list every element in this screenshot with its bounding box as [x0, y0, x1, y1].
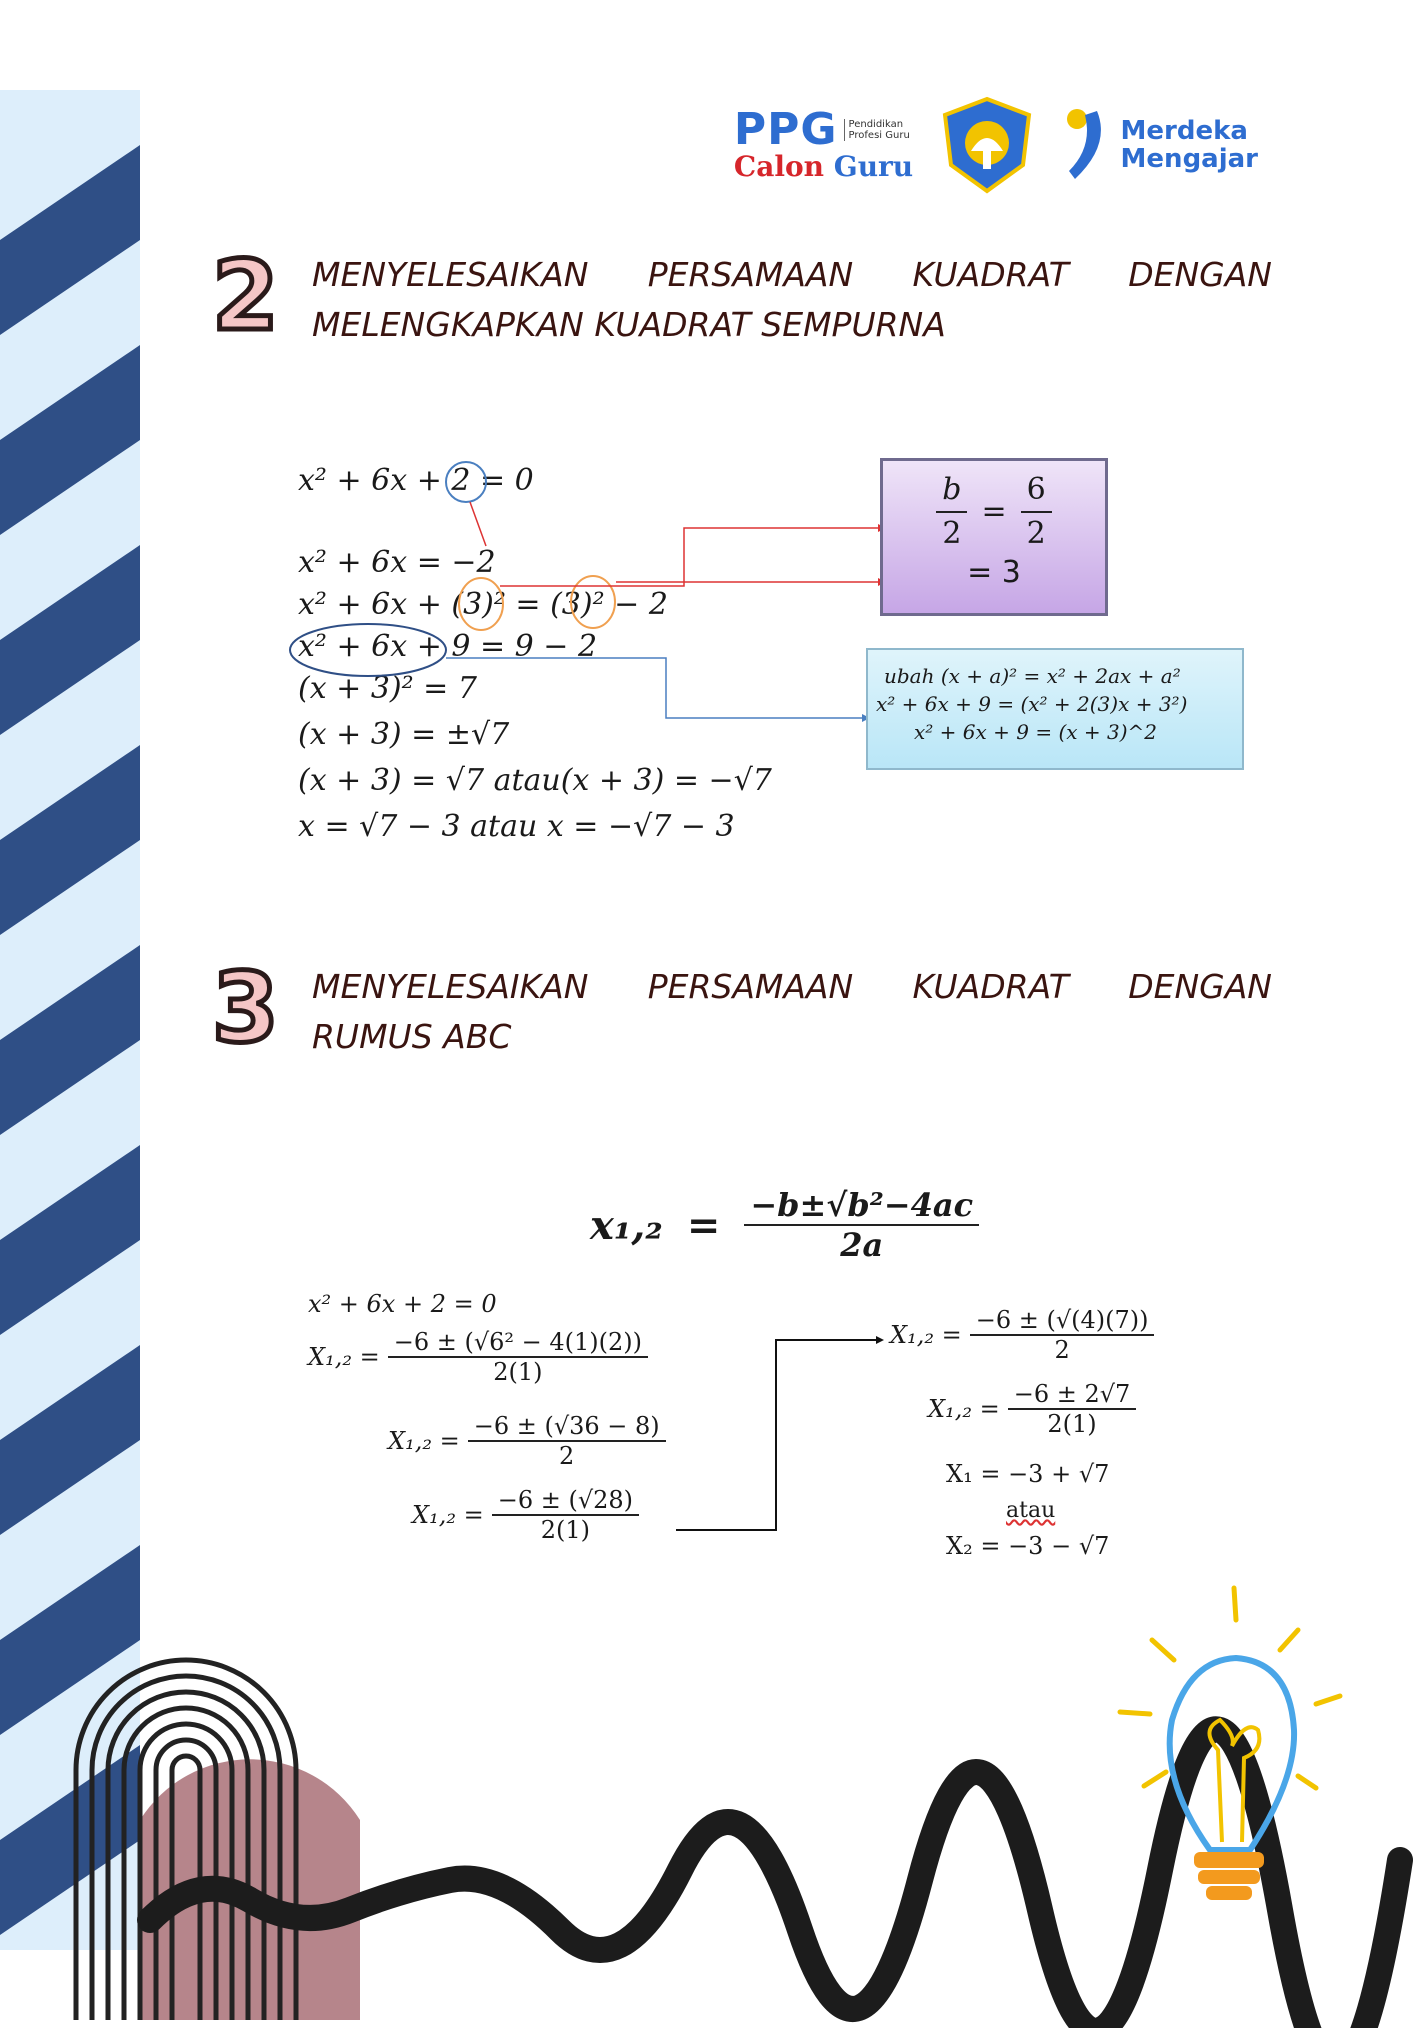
step-5: (x + 3)² = 7: [298, 671, 477, 706]
formula-denominator: 2a: [840, 1226, 884, 1264]
step-num: −6 ± 2√7: [1008, 1380, 1137, 1410]
title-line-2: MELENGKAPKAN KUADRAT SEMPURNA: [312, 305, 946, 344]
step-4: x² + 6x + 9 = 9 − 2: [298, 629, 598, 664]
title-word: KUADRAT: [912, 967, 1069, 1006]
ppg-subtitle: Pendidikan Profesi Guru: [844, 119, 919, 141]
note-line-3: x² + 6x + 9 = (x + 3)^2: [914, 720, 1158, 744]
title-word: KUADRAT: [912, 255, 1069, 294]
half-coefficient-box: $\frac{b}{2}$ = $\frac{6}{2}$ = 3: [880, 458, 1108, 616]
abc-formula: x₁,₂ = $\frac{\text{−b±√b²−4ac}}{2a}$: [590, 1186, 979, 1264]
step-den: 2(1): [1047, 1410, 1097, 1438]
formula-numerator: −b±√b²−4ac: [744, 1186, 979, 1226]
step-8: x = √7 − 3 atau x = −√7 − 3: [298, 809, 735, 844]
root-x1: X₁ = −3 + √7: [946, 1460, 1110, 1488]
bottom-decoration: [0, 1580, 1428, 2028]
step-7: (x + 3) = √7 atau(x + 3) = −√7: [298, 763, 772, 798]
title-word: PERSAMAAN: [647, 967, 854, 1006]
step-num: −6 ± (√36 − 8): [468, 1412, 666, 1442]
step-num: −6 ± (√(4)(7)): [970, 1306, 1155, 1336]
mengajar-text: Mengajar: [1120, 144, 1258, 174]
step-2: x² + 6x = −2: [298, 545, 496, 580]
step-lhs: X₁,₂ =: [388, 1427, 460, 1455]
title-word: DENGAN: [1128, 255, 1272, 294]
step-num: −6 ± (√28): [492, 1486, 639, 1516]
abc-equation: x² + 6x + 2 = 0: [308, 1290, 497, 1318]
section-3-number: 3: [212, 952, 279, 1064]
box-2: 2: [942, 516, 962, 551]
atau-text: atau: [1006, 1498, 1056, 1523]
left-step-1: [308, 1328, 648, 1386]
step-lhs: X₁,₂ =: [890, 1321, 962, 1349]
step-lhs: X₁,₂ =: [412, 1501, 484, 1529]
ppg-text: PPG: [733, 104, 838, 155]
calon-text: Calon: [733, 150, 825, 183]
section-3-title: [312, 962, 1272, 1062]
box-result: = 3: [967, 555, 1021, 590]
step-num: −6 ± (√6² − 4(1)(2)): [388, 1328, 648, 1358]
title-line-2: RUMUS ABC: [312, 1017, 512, 1056]
left-step-3: [412, 1486, 639, 1544]
root-x2: X₂ = −3 − √7: [946, 1532, 1110, 1560]
step-6: (x + 3) = ±√7: [298, 717, 510, 752]
title-word: MENYELESAIKAN: [312, 967, 589, 1006]
note-line-2: x² + 6x + 9 = (x² + 2(3)x + 3²): [876, 692, 1188, 716]
title-word: PERSAMAAN: [647, 255, 854, 294]
guru-text: Guru: [833, 150, 914, 183]
step-3: x² + 6x + (3)² = (3)² − 2: [298, 587, 668, 622]
note-line-1: ubah (x + a)² = x² + 2ax + a²: [884, 664, 1181, 688]
step-lhs: X₁,₂ =: [928, 1395, 1000, 1423]
step-den: 2: [1054, 1336, 1070, 1364]
merdeka-text: Merdeka: [1120, 116, 1248, 146]
title-word: MENYELESAIKAN: [312, 255, 589, 294]
right-step-1: [890, 1306, 1154, 1364]
formula-lhs: x₁,₂: [590, 1201, 663, 1249]
box-6: 6: [1021, 469, 1052, 513]
note-box: [866, 648, 1244, 770]
title-word: DENGAN: [1128, 967, 1272, 1006]
box-b: b: [936, 469, 967, 513]
step-lhs: X₁,₂ =: [308, 1343, 380, 1371]
left-step-2: [388, 1412, 666, 1470]
step-den: 2(1): [493, 1358, 543, 1386]
right-step-2: [928, 1380, 1136, 1438]
section-2-number: 2: [212, 240, 279, 352]
step-1: x² + 6x + 2 = 0: [298, 463, 534, 498]
step-den: 2(1): [540, 1516, 590, 1544]
step-den: 2: [559, 1442, 575, 1470]
box-2-den: 2: [1026, 516, 1046, 551]
